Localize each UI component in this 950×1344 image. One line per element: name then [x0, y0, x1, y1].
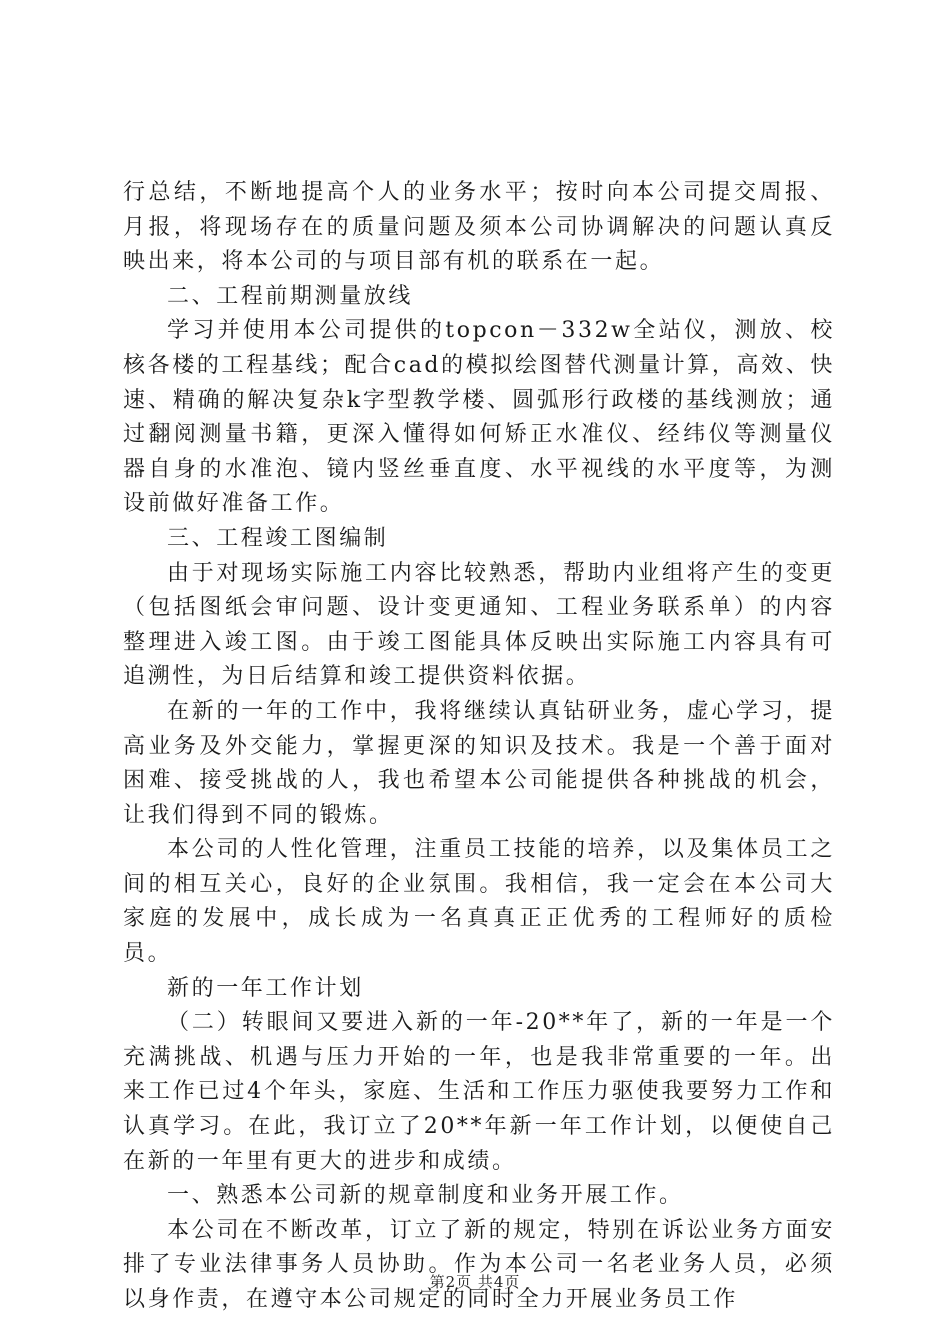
section-heading-survey: 二、工程前期测量放线: [167, 283, 414, 309]
document-body: [123, 176, 835, 1318]
paragraph-new-year: 在新的一年的工作中，我将继续认真钻研业务，虚心学习，提高业务及外交能力，掌握更深的知识及技术。我是一个善于面对困难、接受挑战的人，我也希望本公司能提供各种挑战的机会，让我们得到不同的锻炼。: [123, 698, 835, 828]
paragraph-company: 本公司的人性化管理，注重员工技能的培养，以及集体员工之间的相互关心，良好的企业氛围。我相信，我一定会在本公司大家庭的发展中，成长成为一名真真正正优秀的工程师好的质检员。: [123, 837, 835, 967]
paragraph-as-built: 由于对现场实际施工内容比较熟悉，帮助内业组将产生的变更（包括图纸会审问题、设计变更通知、工程业务联系单）的内容整理进入竣工图。由于竣工图能具体反映出实际施工内容具有可追溯性，为日后结算和竣工提供资料依据。: [123, 560, 835, 690]
section-heading-as-built: 三、工程竣工图编制: [167, 525, 389, 551]
paragraph-regulations: 本公司在不断改革，订立了新的规定，特别在诉讼业务方面安排了专业法律事务人员协助。作为本公司一名老业务人员，必须以身作责，在遵守本公司规定的同时全力开展业务员工作: [123, 1217, 835, 1312]
page-number-footer: 第2页 共4页: [429, 1273, 521, 1291]
section-heading-regulations: 一、熟悉本公司新的规章制度和业务开展工作。: [167, 1183, 684, 1209]
paragraph-1: 行总结，不断地提高个人的业务水平；按时向本公司提交周报、月报，将现场存在的质量问题及须本公司协调解决的问题认真反映出来，将本公司的与项目部有机的联系在一起。: [123, 180, 835, 275]
paragraph-survey: 学习并使用本公司提供的topcon－332w全站仪，测放、校核各楼的工程基线；配合cad的模拟绘图替代测量计算，高效、快速、精确的解决复杂k字型教学楼、圆弧形行政楼的基线测放；通过翻阅测量书籍，更深入懂得如何矫正水准仪、经纬仪等测量仪器自身的水准泡、镜内竖丝垂直度、水平视线的水平度等，为测设前做好准备工作。: [123, 318, 835, 517]
section-heading-work-plan: 新的一年工作计划: [167, 975, 364, 1001]
paragraph-plan-intro: （二）转眼间又要进入新的一年-20**年了，新的一年是一个充满挑战、机遇与压力开始的一年，也是我非常重要的一年。出来工作已过4个年头，家庭、生活和工作压力驱使我要努力工作和认真学习。在此，我订立了20**年新一年工作计划，以便使自己在新的一年里有更大的进步和成绩。: [123, 1010, 835, 1174]
